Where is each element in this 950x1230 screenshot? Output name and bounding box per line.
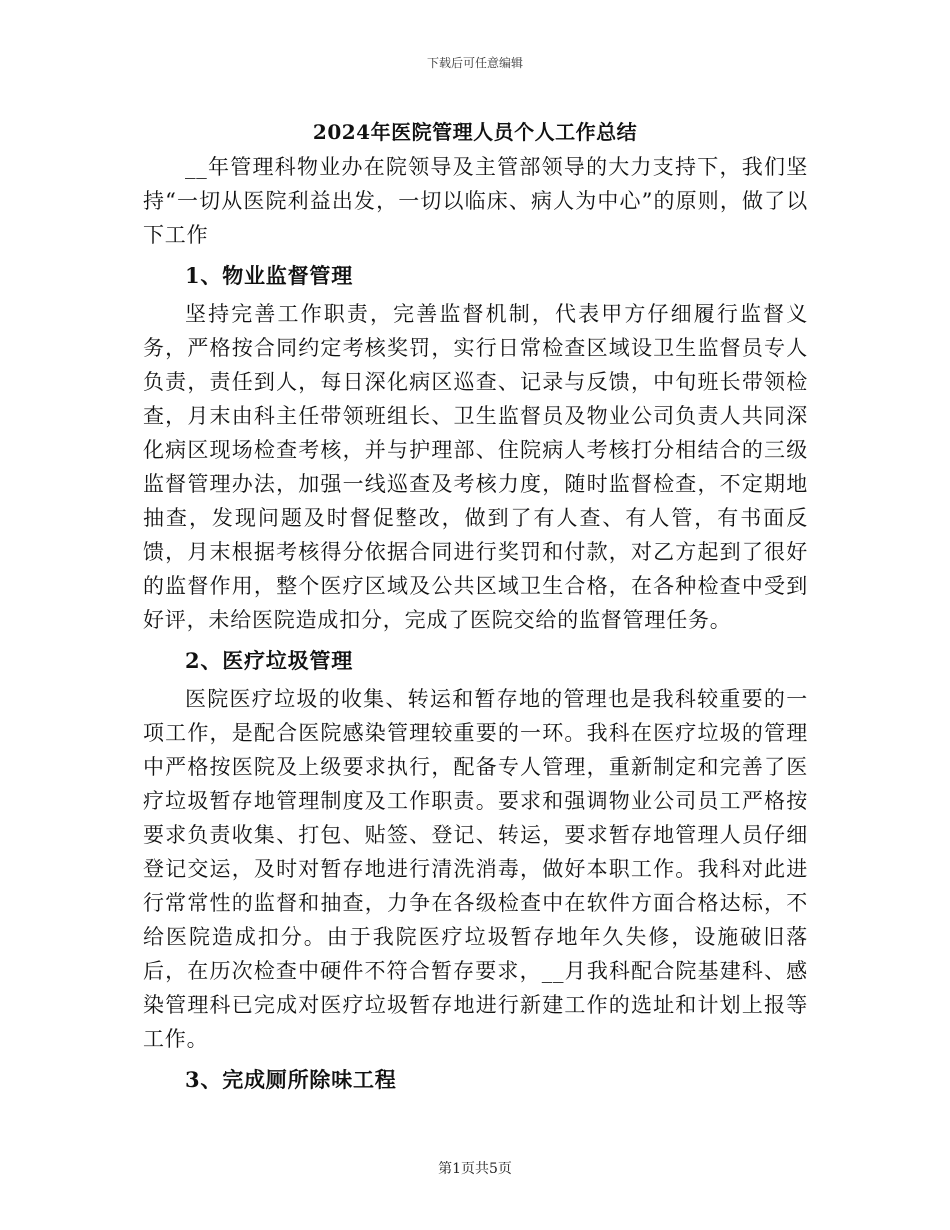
intro-paragraph: __年管理科物业办在院领导及主管部领导的大力支持下，我们坚持“一切从医院利益出发，一切以临床、病人为中心”的原则，做了以下工作	[143, 155, 808, 247]
section-heading-3: 3、完成厕所除味工程	[185, 1067, 397, 1092]
section-body-2: 医院医疗垃圾的收集、转运和暂存地的管理也是我科较重要的一项工作，是配合医院感染管理较重要的一环。我科在医疗垃圾的管理中严格按医院及上级要求执行，配备专人管理，重新制定和完善了医疗垃圾暂存地管理制度及工作职责。要求和强调物业公司员工严格按要求负责收集、打包、贴签、登记、转运，要求暂存地管理人员仔细登记交运，及时对暂存地进行清洗消毒，做好本职工作。我科对此进行常常性的监督和抽查，力争在各级检查中在软件方面合格达标，不给医院造成扣分。由于我院医疗垃圾暂存地年久失修，设施破旧落后，在历次检查中硬件不符合暂存要求，__月我科配合院基建科、感染管理科已完成对医疗垃圾暂存地进行新建工作的选址和计划上报等工作。	[143, 687, 808, 1051]
document-title: 2024年医院管理人员个人工作总结	[312, 120, 638, 144]
section-heading-1: 1、物业监督管理	[185, 263, 354, 288]
page-footer: 第1页共5页	[438, 1161, 512, 1177]
header-note: 下载后可任意编辑	[426, 56, 523, 70]
document-body	[143, 150, 808, 1101]
section-body-1: 坚持完善工作职责，完善监督机制，代表甲方仔细履行监督义务，严格按合同约定考核奖罚，实行日常检查区域设卫生监督员专人负责，责任到人，每日深化病区巡查、记录与反馈，中旬班长带领检查，月末由科主任带领班组长、卫生监督员及物业公司负责人共同深化病区现场检查考核，并与护理部、住院病人考核打分相结合的三级监督管理办法，加强一线巡查及考核力度，随时监督检查，不定期地抽查，发现问题及时督促整改，做到了有人查、有人管，有书面反馈，月末根据考核得分依据合同进行奖罚和付款，对乙方起到了很好的监督作用，整个医疗区域及公共区域卫生合格，在各种检查中受到好评，未给医院造成扣分，完成了医院交给的监督管理任务。	[143, 302, 808, 632]
section-heading-2: 2、医疗垃圾管理	[185, 648, 354, 673]
